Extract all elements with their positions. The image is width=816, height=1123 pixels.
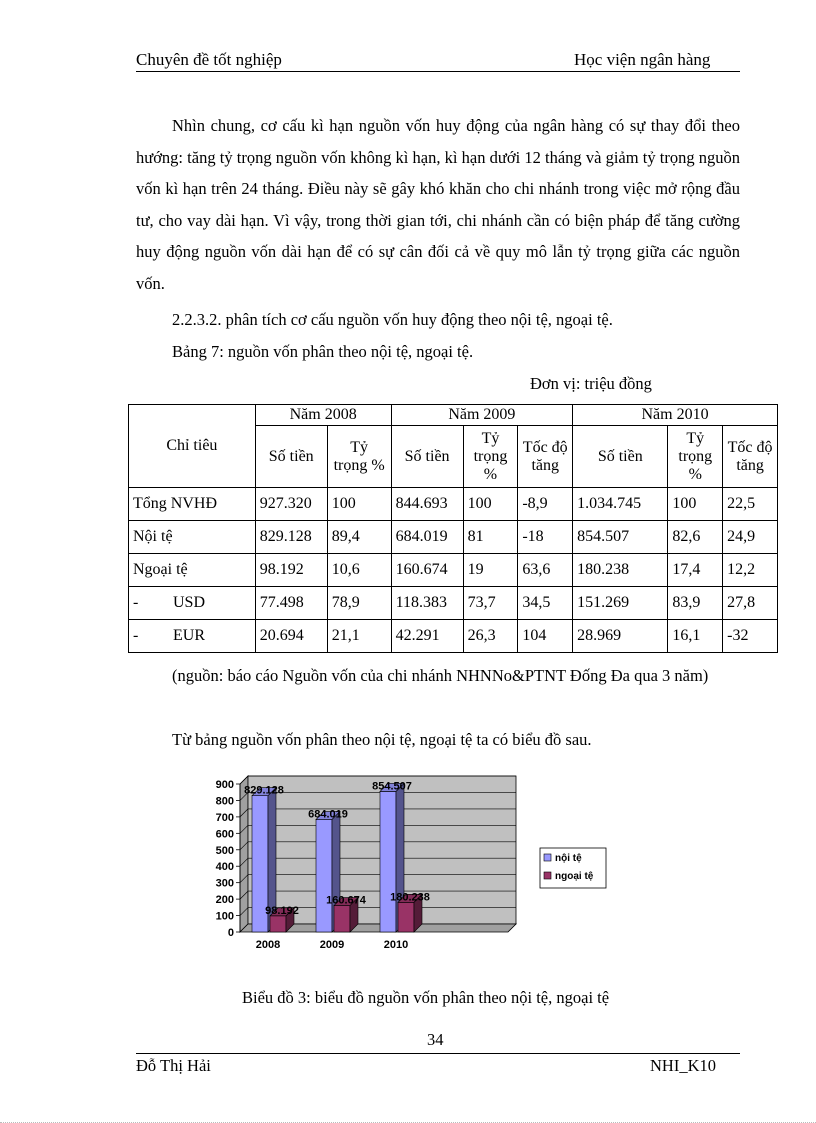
- table-row: [129, 620, 778, 653]
- header-year-2010: Năm 2010: [573, 405, 778, 426]
- y-tick-label: 0: [227, 927, 234, 939]
- table-cell: 24,9: [723, 521, 778, 554]
- row-label-text: EUR: [173, 627, 205, 644]
- row-label: [129, 587, 256, 620]
- table-row: [129, 521, 778, 554]
- table-row: [129, 587, 778, 620]
- y-tick-label: 500: [215, 844, 234, 857]
- x-tick-label: 2009: [319, 939, 345, 951]
- table-cell: 100: [327, 488, 391, 521]
- table-cell: 82,6: [668, 521, 723, 554]
- row-label: [129, 554, 256, 587]
- sub-growth: Tốc độ tăng: [723, 426, 778, 488]
- table-cell: 100: [463, 488, 518, 521]
- footer-right: NHI_K10: [650, 1056, 716, 1075]
- y-tick-label: 600: [215, 828, 234, 841]
- row-label: [129, 521, 256, 554]
- table-cell: 89,4: [327, 521, 391, 554]
- row-label-text: Ngoại tệ: [133, 561, 188, 578]
- header-indicator: Chỉ tiêu: [129, 405, 256, 488]
- sub-share: Tỷ trọng %: [463, 426, 518, 488]
- header-year-2009: Năm 2009: [391, 405, 573, 426]
- data-label: 180.238: [390, 891, 430, 904]
- table-cell: 98.192: [255, 554, 327, 587]
- table-cell: 27,8: [723, 587, 778, 620]
- table-cell: 28.969: [573, 620, 668, 653]
- table-body: [129, 488, 778, 653]
- table-cell: 63,6: [518, 554, 573, 587]
- table-row: [129, 554, 778, 587]
- row-dash: -: [133, 627, 139, 644]
- data-label: 854.507: [372, 780, 412, 793]
- row-label: [129, 620, 256, 653]
- header-rule: [136, 71, 740, 72]
- y-tick-label: 100: [215, 910, 234, 923]
- x-tick-label: 2010: [383, 939, 409, 951]
- table-cell: 16,1: [668, 620, 723, 653]
- data-label: 98.192: [265, 904, 299, 917]
- sub-amount: Số tiền: [391, 426, 463, 488]
- table-cell: 22,5: [723, 488, 778, 521]
- y-tick-label: 300: [215, 877, 234, 890]
- y-tick-label: 800: [215, 795, 234, 808]
- source-note-text: (nguồn: báo cáo Nguồn vốn của chi nhánh NHNNo&PTNT Đống Đa qua 3 năm): [172, 666, 709, 685]
- sub-amount: Số tiền: [573, 426, 668, 488]
- table-cell: 17,4: [668, 554, 723, 587]
- sub-share: Tỷ trọng %: [327, 426, 391, 488]
- table-cell: 151.269: [573, 587, 668, 620]
- chart-intro: Từ bảng nguồn vốn phân theo nội tệ, ngoại tệ ta có biểu đồ sau.: [172, 730, 592, 749]
- unit-label: Đơn vị: triệu đồng: [530, 374, 652, 393]
- bar-front: [270, 916, 286, 932]
- page-number: 34: [427, 1030, 444, 1049]
- table-row: [129, 488, 778, 521]
- section-heading: 2.2.3.2. phân tích cơ cấu nguồn vốn huy động theo nội tệ, ngoại tệ.: [172, 310, 613, 329]
- paragraph-text: Nhìn chung, cơ cấu kì hạn nguồn vốn huy động của ngân hàng có sự thay đổi theo hướng: tăng tỷ trọng nguồn vốn không kì hạn, kì hạn dưới 12 tháng và giảm tỷ trọng nguồn vốn kì hạn trên 24 tháng. Điều này sẽ gây khó khăn cho chi nhánh trong việc mở rộng đầu tư, cho vay dài hạn. Vì vậy, trong thời gian tới, chi nhánh cần có biện pháp để tăng cường huy động nguồn vốn dài hạn để có sự cân đối cả về quy mô lẫn tỷ trọng giữa các nguồn vốn.: [136, 116, 740, 293]
- data-label: 829.128: [244, 784, 284, 797]
- table-cell: 118.383: [391, 587, 463, 620]
- table-cell: 180.238: [573, 554, 668, 587]
- table-cell: 73,7: [463, 587, 518, 620]
- table-caption: Bảng 7: nguồn vốn phân theo nội tệ, ngoại tệ.: [172, 342, 474, 361]
- table-cell: -18: [518, 521, 573, 554]
- body-paragraph: [136, 110, 740, 299]
- table-cell: 26,3: [463, 620, 518, 653]
- y-tick-label: 700: [215, 811, 234, 824]
- table-cell: 20.694: [255, 620, 327, 653]
- footer-left: Đỗ Thị Hải: [136, 1056, 211, 1075]
- table-cell: 21,1: [327, 620, 391, 653]
- table-cell: 1.034.745: [573, 488, 668, 521]
- table-cell: 684.019: [391, 521, 463, 554]
- legend-swatch: [544, 854, 551, 861]
- legend-swatch: [544, 872, 551, 879]
- table-cell: 12,2: [723, 554, 778, 587]
- sub-share: Tỷ trọng %: [668, 426, 723, 488]
- y-tick-label: 200: [215, 894, 234, 907]
- header-left: Chuyên đề tốt nghiệp: [136, 50, 282, 69]
- table-cell: 927.320: [255, 488, 327, 521]
- row-label-text: USD: [173, 594, 206, 611]
- data-label: 160.674: [326, 894, 366, 907]
- capital-table: [128, 404, 778, 653]
- row-label-text: Tổng NVHĐ: [133, 495, 217, 512]
- table-cell: 829.128: [255, 521, 327, 554]
- table-cell: 83,9: [668, 587, 723, 620]
- row-label: [129, 488, 256, 521]
- sub-growth: Tốc độ tăng: [518, 426, 573, 488]
- bar-front: [334, 906, 350, 932]
- x-tick-label: 2008: [255, 939, 281, 951]
- table-cell: 854.507: [573, 521, 668, 554]
- table-cell: 160.674: [391, 554, 463, 587]
- legend-label: nội tệ: [555, 853, 582, 864]
- table-cell: -8,9: [518, 488, 573, 521]
- row-label-text: Nội tệ: [133, 528, 173, 545]
- legend-label: ngoại tệ: [555, 871, 594, 882]
- table-cell: 844.693: [391, 488, 463, 521]
- table-cell: 10,6: [327, 554, 391, 587]
- table-cell: 100: [668, 488, 723, 521]
- y-tick-label: 400: [215, 861, 234, 874]
- bar-chart: [200, 772, 620, 962]
- table-cell: 42.291: [391, 620, 463, 653]
- table-cell: 78,9: [327, 587, 391, 620]
- table-cell: 19: [463, 554, 518, 587]
- bar-front: [316, 820, 332, 932]
- header-year-2008: Năm 2008: [255, 405, 391, 426]
- table-cell: -32: [723, 620, 778, 653]
- footer-rule: [136, 1053, 740, 1054]
- data-label: 684.019: [308, 808, 348, 821]
- y-tick-label: 900: [215, 779, 234, 791]
- table-cell: 104: [518, 620, 573, 653]
- header-right: Học viện ngân hàng: [574, 50, 711, 69]
- bar-front: [380, 791, 396, 932]
- source-note: [136, 660, 740, 692]
- chart-caption: Biểu đồ 3: biểu đồ nguồn vốn phân theo nội tệ, ngoại tệ: [242, 988, 610, 1007]
- row-dash: -: [133, 594, 139, 611]
- table-cell: 77.498: [255, 587, 327, 620]
- bar-front: [398, 902, 414, 932]
- sub-amount: Số tiền: [255, 426, 327, 488]
- chart-legend: [540, 848, 606, 888]
- table-cell: 34,5: [518, 587, 573, 620]
- table-cell: 81: [463, 521, 518, 554]
